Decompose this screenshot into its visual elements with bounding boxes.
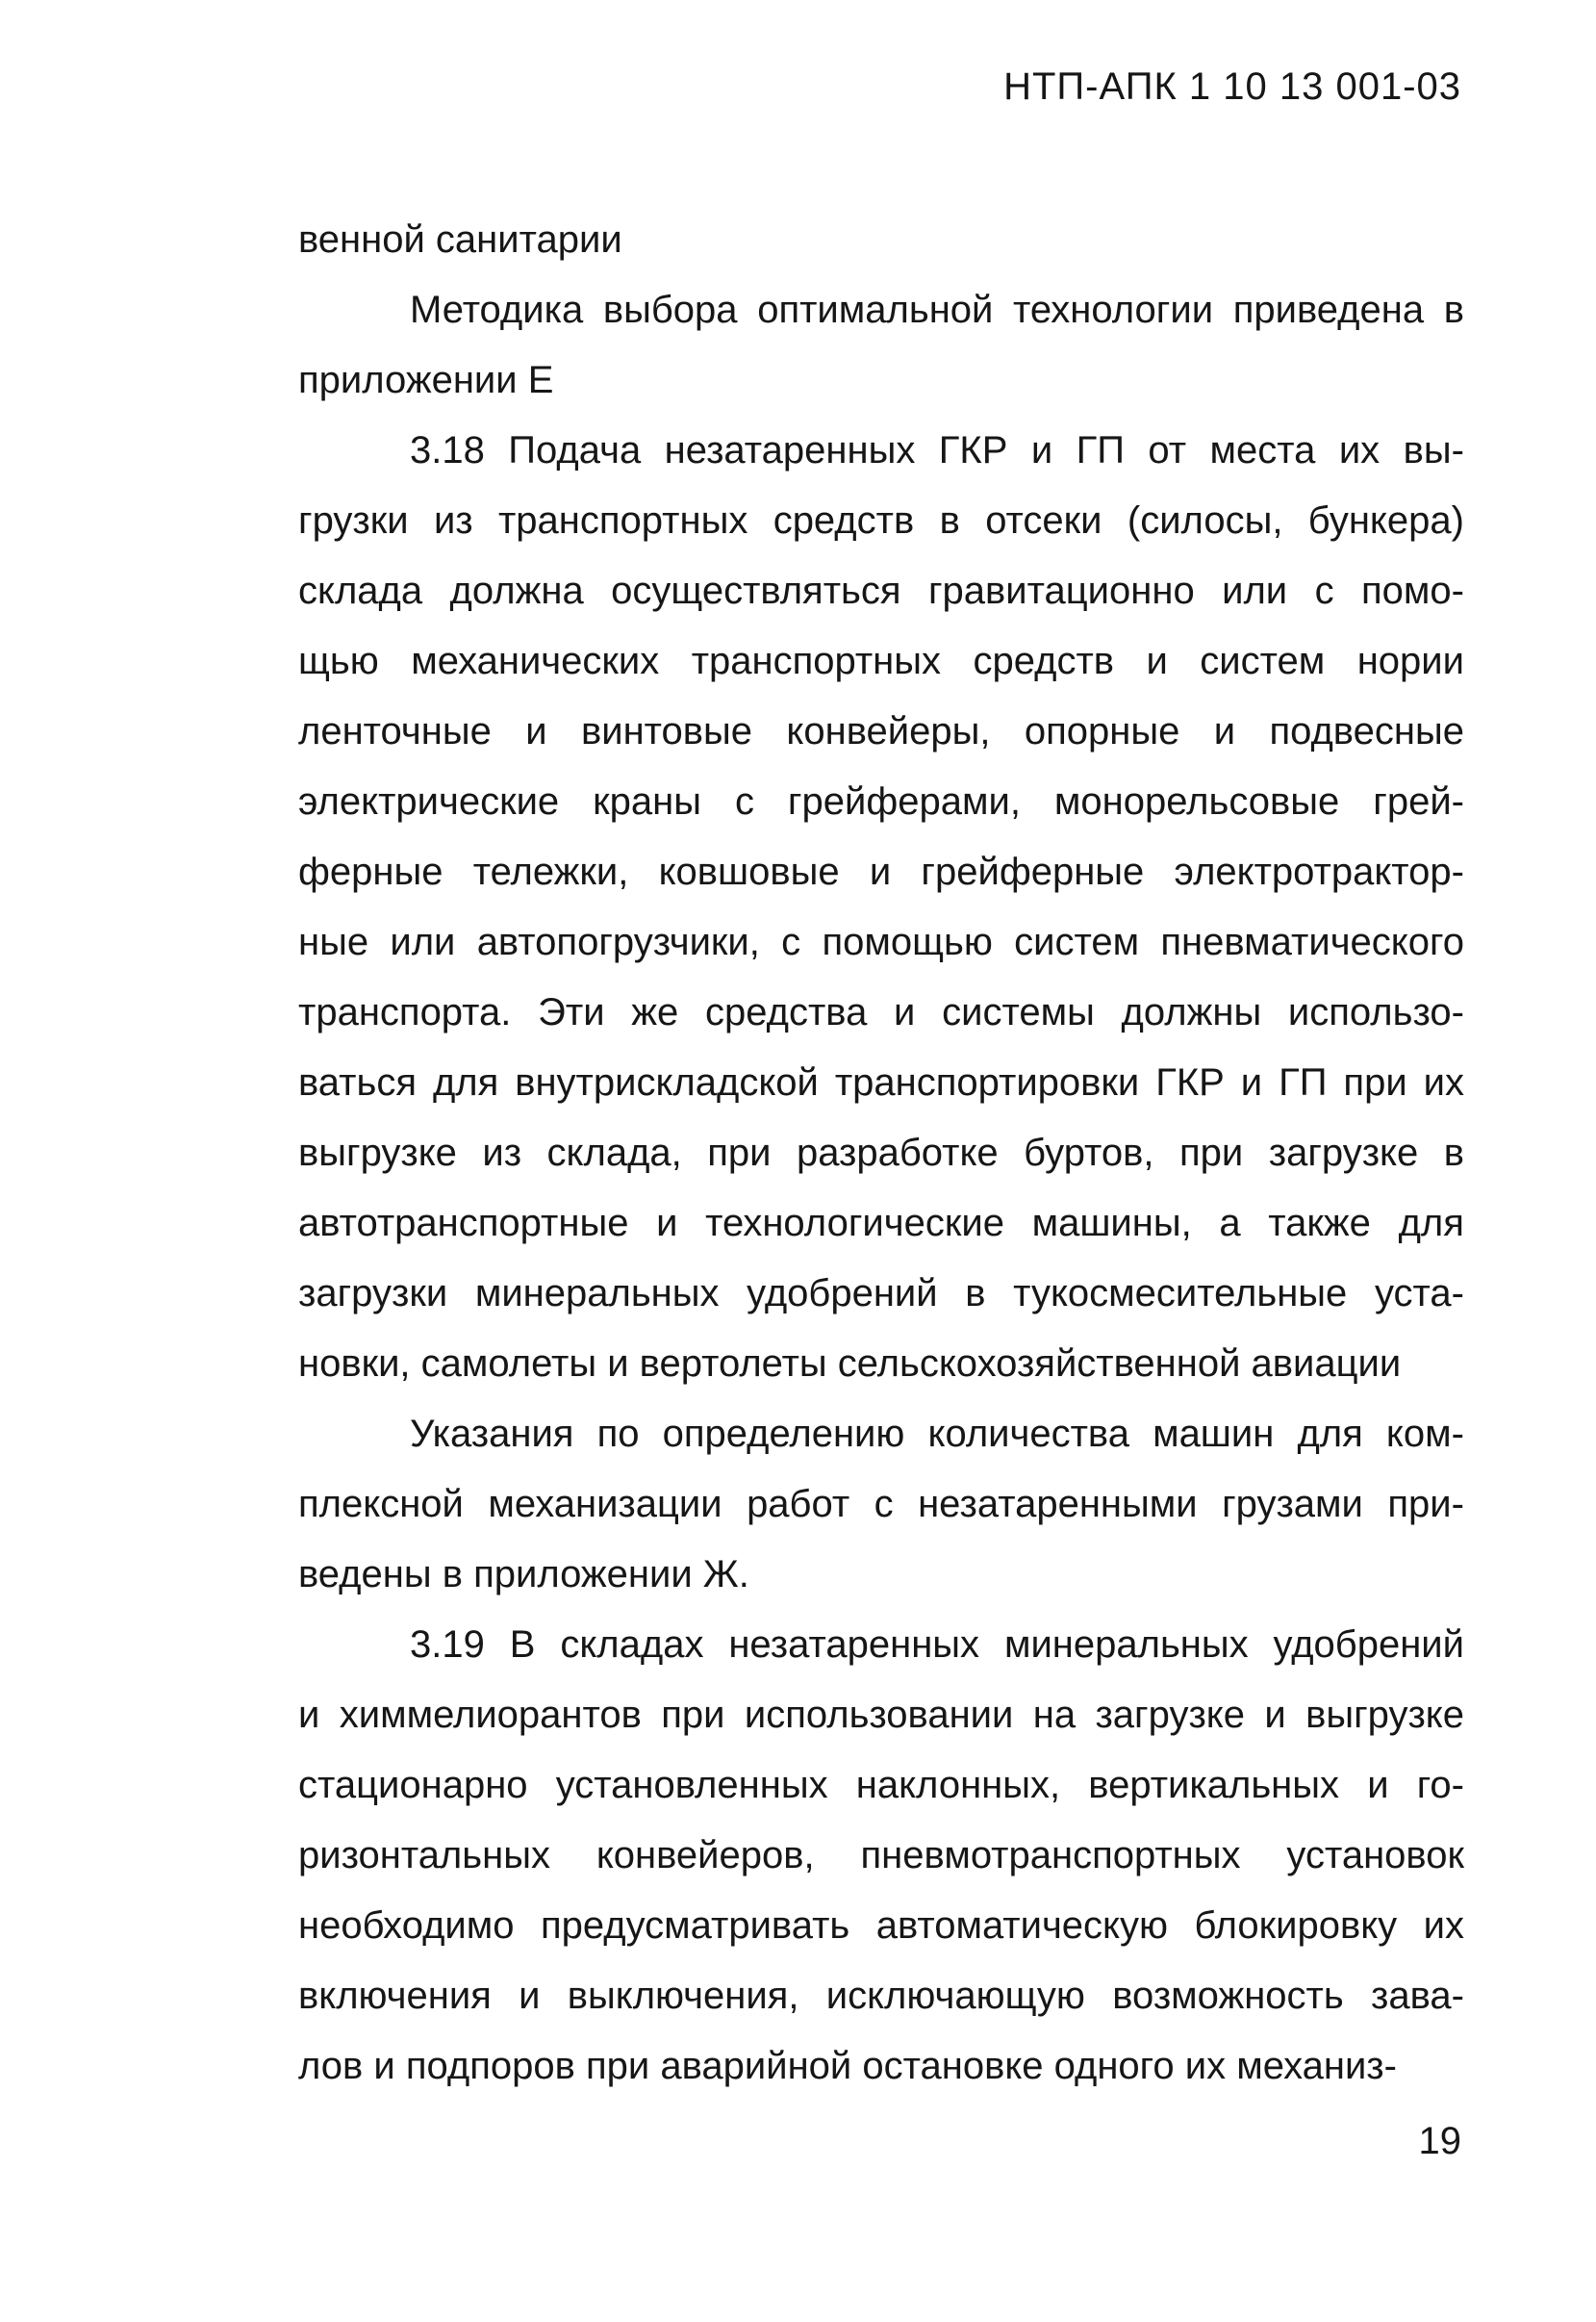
word: буртов,	[1024, 1132, 1154, 1174]
word: склада	[298, 570, 423, 612]
word: из	[433, 499, 473, 542]
word: выключения,	[567, 1975, 799, 2017]
text-line-content: ведены в приложении Ж.	[298, 1553, 749, 1595]
word: в	[939, 499, 960, 542]
word: пневмотранспортных	[860, 1834, 1241, 1876]
word: транспортных	[691, 640, 942, 682]
text-line	[298, 1469, 1464, 1540]
word: для	[1297, 1413, 1363, 1455]
word: уста-	[1374, 1272, 1464, 1314]
word: оптимальной	[757, 289, 994, 331]
text-line	[298, 767, 1464, 837]
word: зава-	[1371, 1975, 1464, 2017]
word: также	[1268, 1202, 1371, 1244]
text-line	[298, 1259, 1464, 1329]
word: ные	[298, 921, 369, 963]
word: грузки	[298, 499, 409, 542]
word: ГКР	[1155, 1061, 1225, 1104]
word: выгрузке	[1305, 1694, 1464, 1736]
word: и	[656, 1202, 678, 1244]
word: нории	[1356, 640, 1464, 682]
word: должны	[1121, 991, 1262, 1033]
word: грей-	[1373, 780, 1464, 823]
word: химмелиорантов	[339, 1694, 642, 1736]
page-number: 19	[1418, 2120, 1461, 2162]
text-line	[298, 1891, 1464, 1961]
word: Методика	[410, 289, 584, 331]
word: загрузке	[1268, 1132, 1419, 1174]
word: помощью	[822, 921, 993, 963]
text-line	[298, 1961, 1464, 2031]
word: тукосмесительные	[1013, 1272, 1348, 1314]
text-line	[298, 2031, 1464, 2102]
text-line	[298, 697, 1464, 767]
word: механических	[411, 640, 660, 682]
word: 3.18	[410, 429, 485, 472]
word: ком-	[1385, 1413, 1464, 1455]
text-line	[298, 486, 1464, 556]
word: при-	[1387, 1483, 1464, 1525]
word: или	[1222, 570, 1288, 612]
word: автопогрузчики,	[476, 921, 760, 963]
word: незатаренных	[728, 1623, 980, 1666]
word: и	[1146, 640, 1168, 682]
word: при	[661, 1694, 725, 1736]
word: с	[1314, 570, 1334, 612]
word: машин	[1153, 1413, 1275, 1455]
word: и	[519, 1975, 541, 2017]
word: их	[1423, 1904, 1464, 1947]
word: в	[1443, 289, 1464, 331]
word: систем	[1014, 921, 1140, 963]
word: минеральных	[1003, 1623, 1249, 1666]
word: средств	[773, 499, 915, 542]
word: для	[432, 1061, 499, 1104]
word: транспортных	[497, 499, 748, 542]
text-line	[298, 1118, 1464, 1188]
word: ваться	[298, 1061, 417, 1104]
word: средств	[973, 640, 1115, 682]
text-line	[298, 205, 1464, 275]
word: осуществляться	[611, 570, 901, 612]
text-line-content: приложении Е	[298, 359, 554, 401]
word: транспорта.	[298, 991, 512, 1033]
word: бункера)	[1307, 499, 1464, 542]
word: должна	[449, 570, 584, 612]
word: при	[707, 1132, 772, 1174]
word: при	[1179, 1132, 1244, 1174]
word: грузами	[1222, 1483, 1363, 1525]
word: внутрискладской	[515, 1061, 819, 1104]
word: Указания	[410, 1413, 574, 1455]
word: грейферами,	[787, 780, 1021, 823]
word: от	[1148, 429, 1187, 472]
word: винтовые	[580, 710, 753, 753]
word: блокировку	[1194, 1904, 1398, 1947]
word: и	[525, 710, 547, 753]
word: тележки,	[472, 851, 629, 893]
text-line	[298, 1680, 1464, 1750]
word: механизации	[488, 1483, 722, 1525]
paragraph	[298, 275, 1464, 416]
text-line	[298, 1821, 1464, 1891]
text-line-content: лов и подпоров при аварийной остановке одного их механиз-	[298, 2045, 1397, 2087]
word: Подача	[508, 429, 642, 472]
word: включения	[298, 1975, 492, 2017]
word: незатаренными	[918, 1483, 1198, 1525]
word: незатаренных	[664, 429, 916, 472]
word: необходимо	[298, 1904, 515, 1947]
word: их	[1423, 1061, 1464, 1104]
word: возможность	[1112, 1975, 1344, 2017]
word: или	[390, 921, 456, 963]
word: склада,	[546, 1132, 682, 1174]
word: удобрений	[747, 1272, 938, 1314]
word: грейферные	[921, 851, 1145, 893]
word: помо-	[1360, 570, 1464, 612]
word: опорные	[1024, 710, 1180, 753]
word: при	[1343, 1061, 1407, 1104]
word: минеральных	[474, 1272, 720, 1314]
word: для	[1398, 1202, 1464, 1244]
word: вы-	[1403, 429, 1464, 472]
word: приведена	[1232, 289, 1425, 331]
word: Эти	[538, 991, 605, 1033]
word: краны	[593, 780, 701, 823]
text-line	[298, 907, 1464, 978]
word: установленных	[555, 1764, 828, 1806]
word: плексной	[298, 1483, 464, 1525]
word: выгрузке	[298, 1132, 457, 1174]
word: систем	[1200, 640, 1326, 682]
word: технологии	[1013, 289, 1214, 331]
word: использо-	[1287, 991, 1464, 1033]
text-line	[298, 978, 1464, 1048]
word: разработке	[796, 1132, 999, 1174]
word: монорельсовые	[1053, 780, 1340, 823]
word: технологические	[705, 1202, 1004, 1244]
word: и	[1213, 710, 1236, 753]
word: В	[509, 1623, 536, 1666]
word: и	[1264, 1694, 1286, 1736]
word: в	[1443, 1132, 1464, 1174]
word: системы	[942, 991, 1095, 1033]
text-line	[298, 345, 1464, 416]
word: транспортировки	[834, 1061, 1140, 1104]
word: конвейеров,	[595, 1834, 815, 1876]
text-line	[298, 1399, 1464, 1469]
text-line	[298, 416, 1464, 486]
word: го-	[1416, 1764, 1464, 1806]
word: в	[965, 1272, 986, 1314]
word: на	[1032, 1694, 1077, 1736]
word: определению	[662, 1413, 905, 1455]
word: удобрений	[1273, 1623, 1464, 1666]
word: количества	[927, 1413, 1129, 1455]
word: с	[734, 780, 754, 823]
word: выбора	[602, 289, 738, 331]
word: исключающую	[825, 1975, 1085, 2017]
document-body	[298, 205, 1464, 2102]
word: ГП	[1076, 429, 1125, 472]
paragraph	[298, 1610, 1464, 2102]
word: электротрактор-	[1174, 851, 1464, 893]
word: ГП	[1279, 1061, 1328, 1104]
word: отсеки	[985, 499, 1102, 542]
word: по	[596, 1413, 640, 1455]
text-line-content: венной санитарии	[298, 218, 622, 261]
word: использовании	[744, 1694, 1014, 1736]
word: (силосы,	[1127, 499, 1283, 542]
text-line	[298, 556, 1464, 626]
word: ризонтальных	[298, 1834, 550, 1876]
word: и	[894, 991, 916, 1033]
paragraph	[298, 1399, 1464, 1610]
text-line-content: новки, самолеты и вертолеты сельскохозяйственной авиации	[298, 1342, 1402, 1385]
word: и	[298, 1694, 320, 1736]
word: автотранспортные	[298, 1202, 629, 1244]
word: электрические	[298, 780, 560, 823]
word: же	[631, 991, 679, 1033]
text-line	[298, 1329, 1464, 1399]
word: ковшовые	[658, 851, 840, 893]
word: ленточные	[298, 710, 492, 753]
word: предусматривать	[540, 1904, 850, 1947]
word: с	[781, 921, 801, 963]
word: и	[1367, 1764, 1389, 1806]
word: с	[874, 1483, 894, 1525]
word: и	[1030, 429, 1053, 472]
text-line	[298, 275, 1464, 345]
word: вертикальных	[1088, 1764, 1340, 1806]
text-line	[298, 626, 1464, 697]
word: ГКР	[938, 429, 1008, 472]
word: наклонных,	[855, 1764, 1061, 1806]
text-line	[298, 1048, 1464, 1118]
paragraph	[298, 205, 1464, 275]
word: работ	[747, 1483, 850, 1525]
text-line	[298, 1750, 1464, 1821]
word: стационарно	[298, 1764, 528, 1806]
word: их	[1338, 429, 1381, 472]
word: из	[482, 1132, 522, 1174]
text-line	[298, 1610, 1464, 1680]
word: места	[1209, 429, 1316, 472]
word: и	[1240, 1061, 1263, 1104]
word: машины,	[1031, 1202, 1192, 1244]
word: загрузки	[298, 1272, 448, 1314]
word: автоматическую	[875, 1904, 1169, 1947]
word: подвесные	[1269, 710, 1464, 753]
text-line	[298, 837, 1464, 907]
text-line	[298, 1188, 1464, 1259]
word: гравитационно	[927, 570, 1195, 612]
word: загрузке	[1095, 1694, 1245, 1736]
word: складах	[560, 1623, 704, 1666]
word: средства	[705, 991, 868, 1033]
word: 3.19	[410, 1623, 485, 1666]
paragraph	[298, 416, 1464, 1399]
word: ферные	[298, 851, 443, 893]
word: щью	[298, 640, 379, 682]
word: установок	[1286, 1834, 1464, 1876]
word: и	[869, 851, 892, 893]
word: пневматического	[1160, 921, 1464, 963]
document-code: НТП-АПК 1 10 13 001-03	[1003, 65, 1461, 108]
word: а	[1219, 1202, 1241, 1244]
text-line	[298, 1540, 1464, 1610]
word: конвейеры,	[786, 710, 991, 753]
